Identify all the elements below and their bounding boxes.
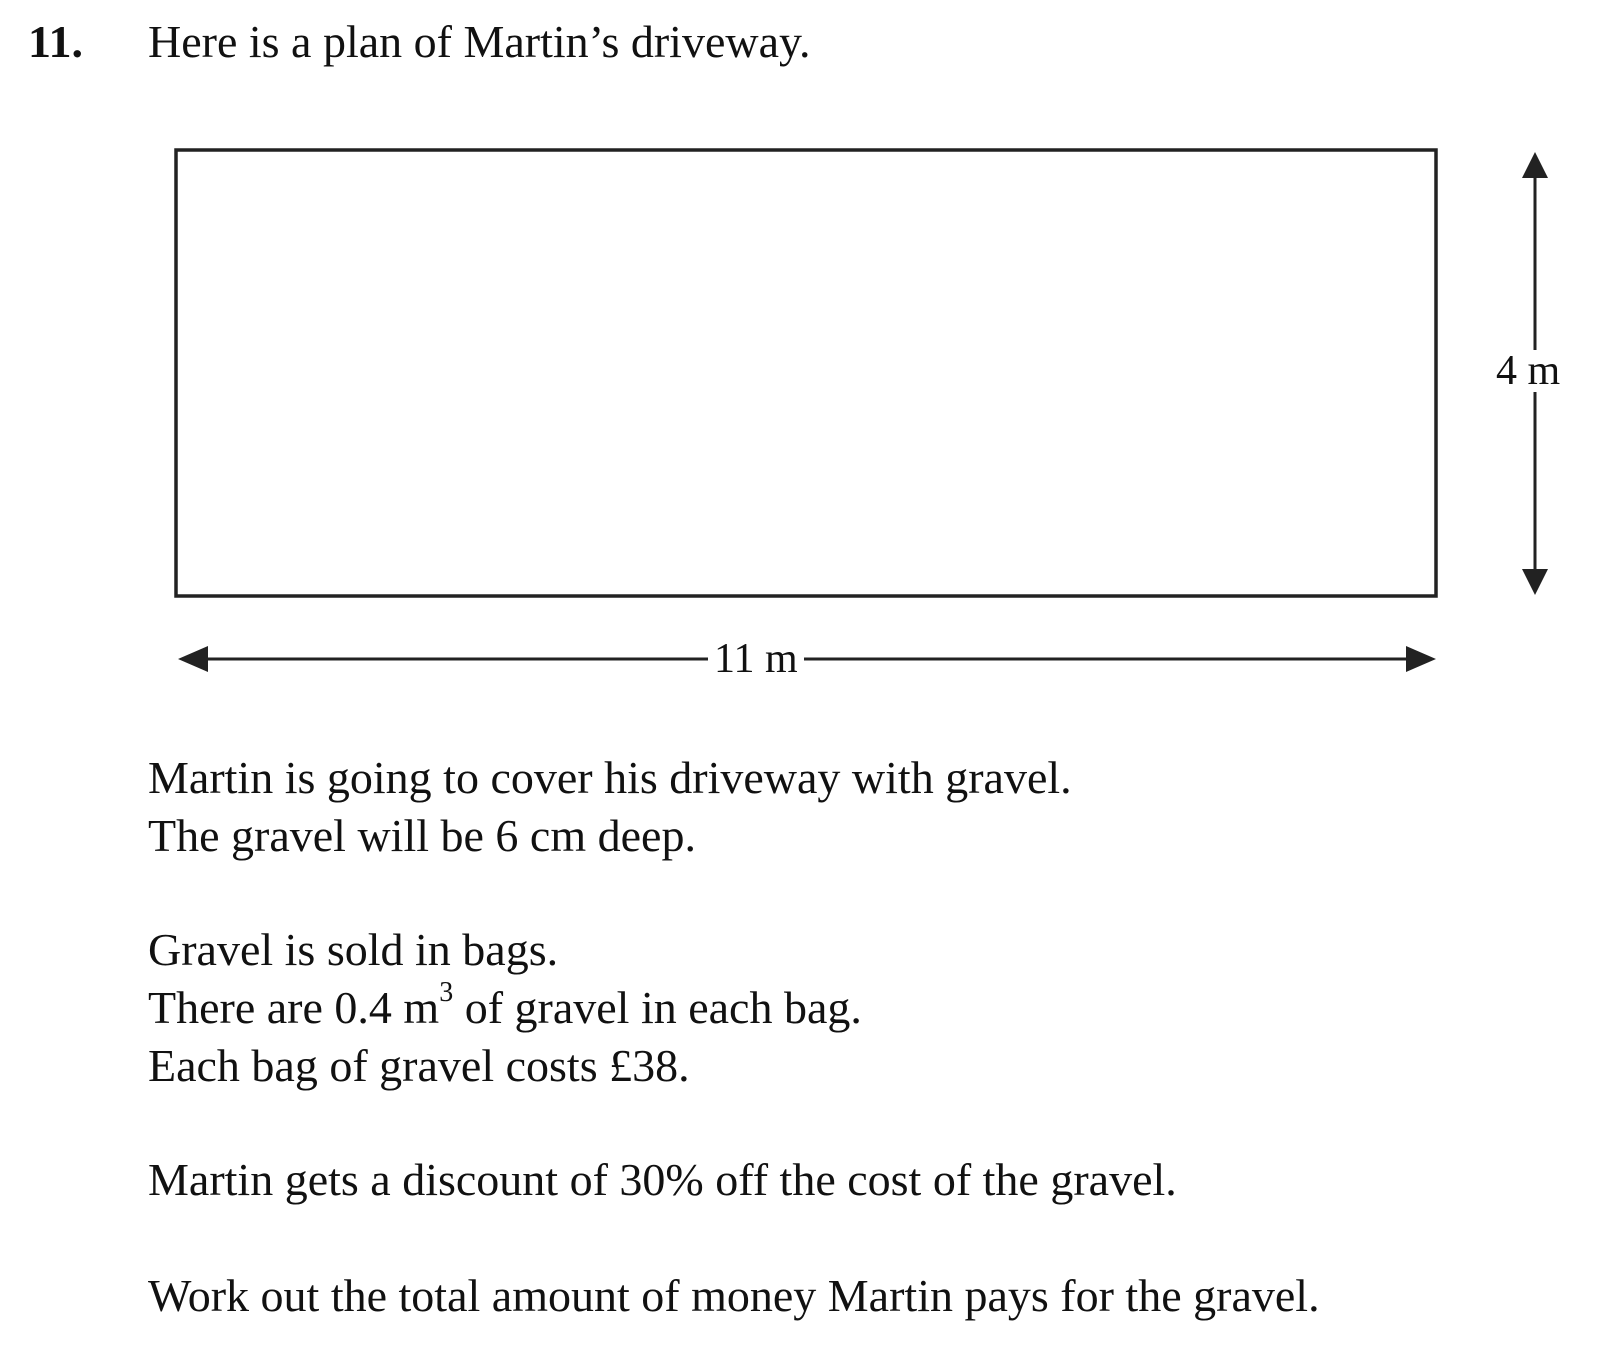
text-line-bags: Gravel is sold in bags. — [148, 924, 559, 975]
height-arrow-down — [1522, 569, 1548, 595]
text-line-depth: The gravel will be 6 cm deep. — [148, 810, 696, 861]
height-label: 4 m — [1490, 350, 1566, 392]
volume-text-after: of gravel in each bag. — [453, 982, 862, 1033]
text-line-volume — [148, 976, 862, 1035]
text-line-cover: Martin is going to cover his driveway with gravel. — [148, 752, 1072, 803]
volume-text-before: There are 0.4 m — [148, 982, 440, 1033]
volume-superscript: 3 — [439, 976, 454, 1008]
height-arrow-up — [1522, 152, 1548, 178]
width-arrow-left — [178, 646, 208, 672]
text-line-task: Work out the total amount of money Martin pays for the gravel. — [148, 1270, 1320, 1321]
driveway-rectangle — [176, 150, 1436, 596]
text-line-discount: Martin gets a discount of 30% off the cost of the gravel. — [148, 1154, 1177, 1205]
width-label: 11 m — [708, 638, 804, 680]
question-number: 11. — [28, 16, 83, 67]
question-intro: Here is a plan of Martin’s driveway. — [148, 16, 811, 67]
text-line-cost: Each bag of gravel costs £38. — [148, 1040, 690, 1091]
width-arrow-right — [1406, 646, 1436, 672]
